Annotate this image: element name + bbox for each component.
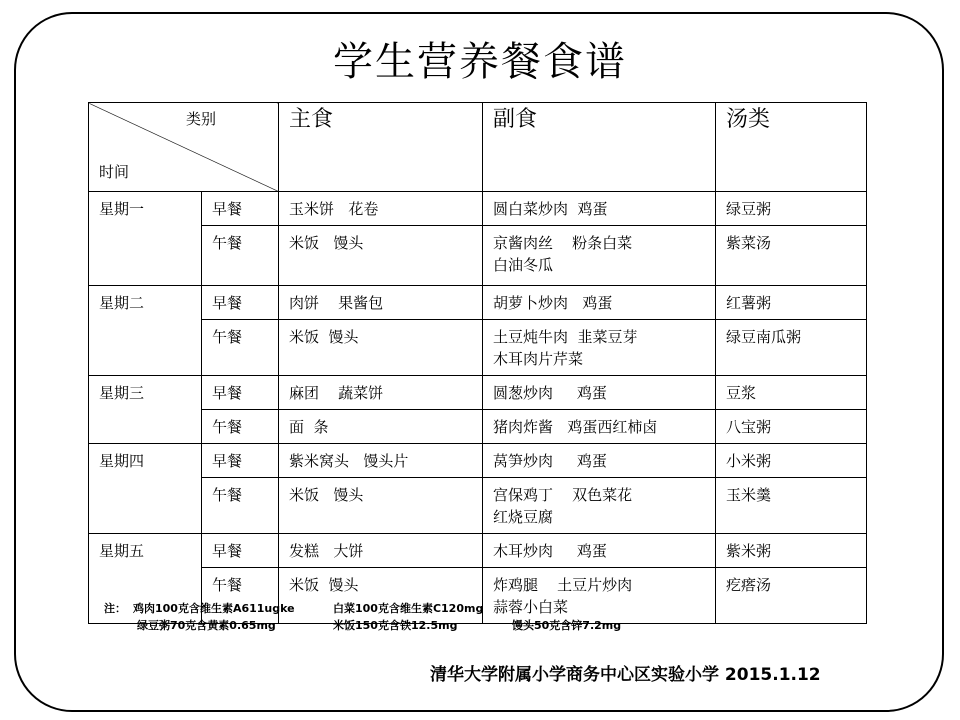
side-cell: 猪肉炸酱 鸡蛋西红柿卤 [483, 410, 716, 444]
day-cell: 星期四 [89, 444, 202, 534]
header-time-label: 时间 [99, 163, 130, 181]
menu-row [89, 444, 867, 478]
menu-row [89, 226, 867, 286]
footer-school-date: 清华大学附属小学商务中心区实验小学 2015.1.12 [430, 665, 821, 685]
soup-cell: 豆浆 [716, 376, 867, 410]
meal-cell: 早餐 [202, 534, 279, 568]
day-cell: 星期三 [89, 376, 202, 444]
staple-cell: 麻团 蔬菜饼 [279, 376, 483, 410]
meal-cell: 午餐 [202, 226, 279, 286]
staple-cell: 米饭 馒头 [279, 478, 483, 534]
staple-cell: 面 条 [279, 410, 483, 444]
header-soup: 汤类 [716, 103, 867, 192]
side-cell: 圆白菜炒肉 鸡蛋 [483, 192, 716, 226]
soup-cell: 绿豆粥 [716, 192, 867, 226]
note-chicken: 鸡肉100克含维生素A611ugke [133, 602, 295, 615]
note-cabbage: 白菜100克含维生素C120mg [333, 602, 484, 615]
side-cell: 圆葱炒肉 鸡蛋 [483, 376, 716, 410]
soup-cell: 绿豆南瓜粥 [716, 320, 867, 376]
staple-cell: 米饭 馒头 [279, 568, 483, 624]
menu-row [89, 534, 867, 568]
soup-cell: 八宝粥 [716, 410, 867, 444]
side-cell: 胡萝卜炒肉 鸡蛋 [483, 286, 716, 320]
meal-cell: 午餐 [202, 568, 279, 624]
meal-cell: 早餐 [202, 286, 279, 320]
menu-row [89, 376, 867, 410]
note-rice: 米饭150克含铁12.5mg [333, 619, 458, 632]
header-staple: 主食 [279, 103, 483, 192]
meal-cell: 早餐 [202, 192, 279, 226]
meal-cell: 午餐 [202, 320, 279, 376]
menu-row [89, 320, 867, 376]
menu-row [89, 478, 867, 534]
soup-cell: 红薯粥 [716, 286, 867, 320]
staple-cell: 玉米饼 花卷 [279, 192, 483, 226]
meal-cell: 午餐 [202, 410, 279, 444]
soup-cell: 紫菜汤 [716, 226, 867, 286]
side-cell: 炸鸡腿 土豆片炒肉 蒜蓉小白菜 [483, 568, 716, 624]
table-header-row [89, 103, 867, 192]
meal-cell: 午餐 [202, 478, 279, 534]
side-cell: 莴笋炒肉 鸡蛋 [483, 444, 716, 478]
side-cell: 木耳炒肉 鸡蛋 [483, 534, 716, 568]
header-category-label: 类别 [186, 110, 217, 128]
menu-row [89, 410, 867, 444]
staple-cell: 紫米窝头 馒头片 [279, 444, 483, 478]
staple-cell: 发糕 大饼 [279, 534, 483, 568]
header-side: 副食 [483, 103, 716, 192]
note-mungbean: 绿豆粥70克含黄素0.65mg [137, 619, 276, 632]
menu-row [89, 192, 867, 226]
side-cell: 宫保鸡丁 双色菜花 红烧豆腐 [483, 478, 716, 534]
meal-cell: 早餐 [202, 376, 279, 410]
day-cell: 星期一 [89, 192, 202, 286]
side-cell: 土豆炖牛肉 韭菜豆芽 木耳肉片芹菜 [483, 320, 716, 376]
staple-cell: 肉饼 果酱包 [279, 286, 483, 320]
staple-cell: 米饭 馒头 [279, 226, 483, 286]
page-title: 学生营养餐食谱 [333, 39, 627, 85]
menu-row [89, 286, 867, 320]
note-bun: 馒头50克含锌7.2mg [512, 619, 622, 632]
soup-cell: 紫米粥 [716, 534, 867, 568]
staple-cell: 米饭 馒头 [279, 320, 483, 376]
day-cell: 星期五 [89, 534, 202, 624]
soup-cell: 玉米羹 [716, 478, 867, 534]
note-prefix: 注： [104, 602, 126, 615]
side-cell: 京酱肉丝 粉条白菜 白油冬瓜 [483, 226, 716, 286]
soup-cell: 小米粥 [716, 444, 867, 478]
day-cell: 星期二 [89, 286, 202, 376]
soup-cell: 疙瘩汤 [716, 568, 867, 624]
header-diagonal-cell [89, 103, 279, 192]
menu-table [88, 102, 867, 624]
meal-cell: 早餐 [202, 444, 279, 478]
